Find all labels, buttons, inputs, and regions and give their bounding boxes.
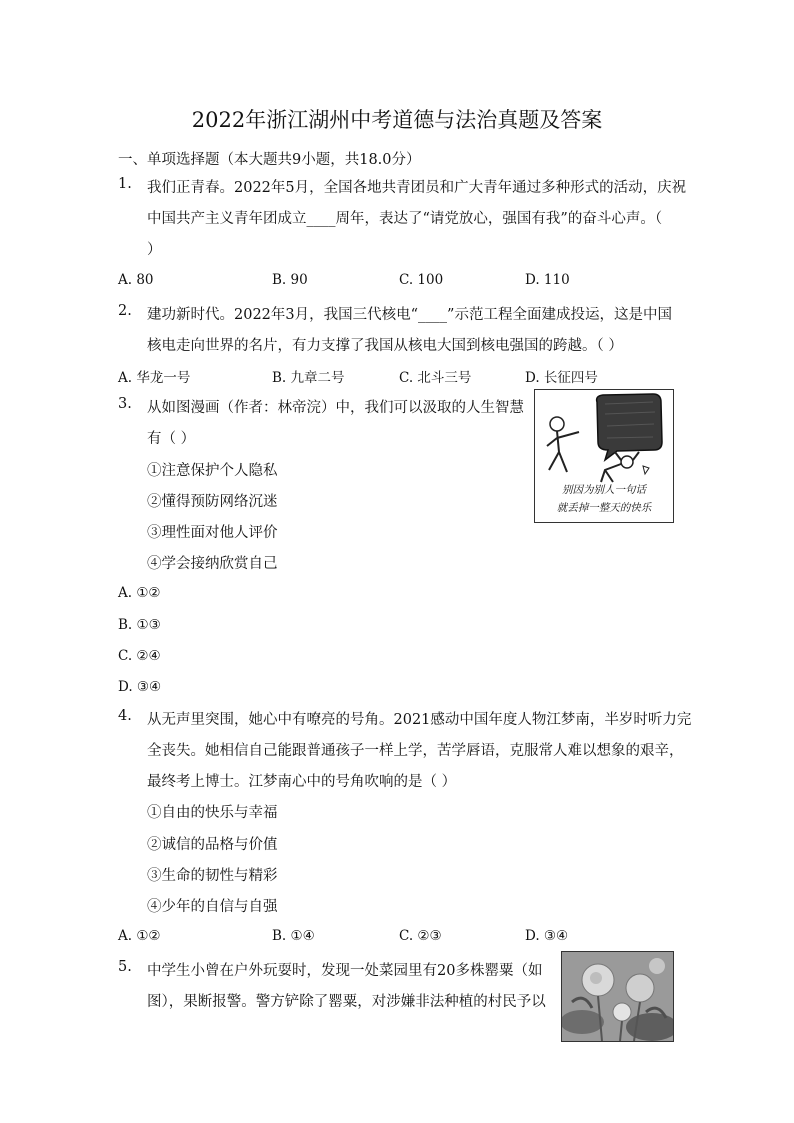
question-4-option-d[interactable]: D. ③④ (525, 928, 569, 944)
question-4-item: ③生命的韧性与精彩 (147, 868, 278, 884)
question-3-item: ②懂得预防网络沉迷 (147, 494, 278, 510)
question-1-line: 中国共产主义青年团成立____周年，表达了“请党放心，强国有我”的奋斗心声。（ (147, 211, 663, 227)
poppy-photo-image (562, 952, 673, 1041)
question-1-line: 我们正青春。2022年5月，全国各地共青团员和广大青年通过多种形式的活动，庆祝 (147, 180, 687, 196)
question-3-item: ①注意保护个人隐私 (147, 463, 278, 479)
question-1-option-c[interactable]: C. 100 (399, 272, 444, 288)
cartoon-caption-line: 就丢掉一整天的快乐 (556, 502, 652, 514)
question-4-line: 从无声里突围，她心中有嘹亮的号角。2021感动中国年度人物江梦南，半岁时听力完 (147, 712, 692, 728)
question-2-option-d[interactable]: D. 长征四号 (525, 370, 598, 386)
cartoon-illustration (535, 390, 673, 486)
question-5-line: 图），果断报警。警方铲除了罂粟，对涉嫌非法种植的村民予以 (147, 994, 546, 1010)
page-title: 2022年浙江湖州中考道德与法治真题及答案 (191, 108, 603, 132)
question-4-item: ④少年的自信与自强 (147, 899, 278, 915)
question-1-option-b[interactable]: B. 90 (272, 272, 308, 288)
question-1-line: ） (147, 242, 162, 258)
question-3-item: ③理性面对他人评价 (147, 525, 278, 541)
question-3-line: 有（ ） (147, 431, 196, 447)
cartoon-caption-line: 别因为别人一句话 (562, 484, 646, 496)
question-4-number: 4. (118, 708, 132, 724)
question-2-option-c[interactable]: C. 北斗三号 (399, 370, 472, 386)
question-2-number: 2. (118, 303, 132, 319)
question-3-option-c[interactable]: C. ②④ (118, 648, 161, 664)
question-4-option-a[interactable]: A. ①② (118, 928, 161, 944)
question-4-line: 最终考上博士。江梦南心中的号角吹响的是（ ） (147, 774, 457, 790)
question-3-option-b[interactable]: B. ①③ (118, 617, 161, 633)
question-2-option-b[interactable]: B. 九章二号 (272, 370, 345, 386)
question-2-line: 核电走向世界的名片，有力支撑了我国从核电大国到核电强国的跨越。（ ） (147, 338, 623, 354)
question-3-number: 3. (118, 396, 132, 412)
question-3-line: 从如图漫画（作者：林帝浣）中，我们可以汲取的人生智慧 (147, 400, 524, 416)
cartoon-figure (534, 389, 674, 523)
question-4-option-c[interactable]: C. ②③ (399, 928, 442, 944)
question-4-line: 全丧失。她相信自己能跟普通孩子一样上学，苦学唇语，克服常人难以想象的艰辛， (147, 743, 684, 759)
question-2-option-a[interactable]: A. 华龙一号 (118, 370, 191, 386)
question-2-line: 建功新时代。2022年3月，我国三代核电“____”示范工程全面建成投运，这是中国 (147, 307, 672, 323)
question-5-line: 中学生小曾在户外玩耍时，发现一处菜园里有20多株罂粟（如 (147, 963, 543, 979)
question-4-option-b[interactable]: B. ①④ (272, 928, 315, 944)
question-4-item: ①自由的快乐与幸福 (147, 805, 278, 821)
question-3-option-d[interactable]: D. ③④ (118, 679, 162, 695)
section-heading: 一、单项选择题（本大题共9小题，共18.0分） (118, 152, 421, 168)
question-5-number: 5. (118, 959, 132, 975)
question-3-item: ④学会接纳欣赏自己 (147, 556, 278, 572)
question-4-item: ②诚信的品格与价值 (147, 837, 278, 853)
question-3-option-a[interactable]: A. ①② (118, 585, 161, 601)
poppy-photo (561, 951, 674, 1042)
question-1-option-d[interactable]: D. 110 (525, 272, 570, 288)
question-1-number: 1. (118, 176, 132, 192)
question-1-option-a[interactable]: A. 80 (118, 272, 154, 288)
